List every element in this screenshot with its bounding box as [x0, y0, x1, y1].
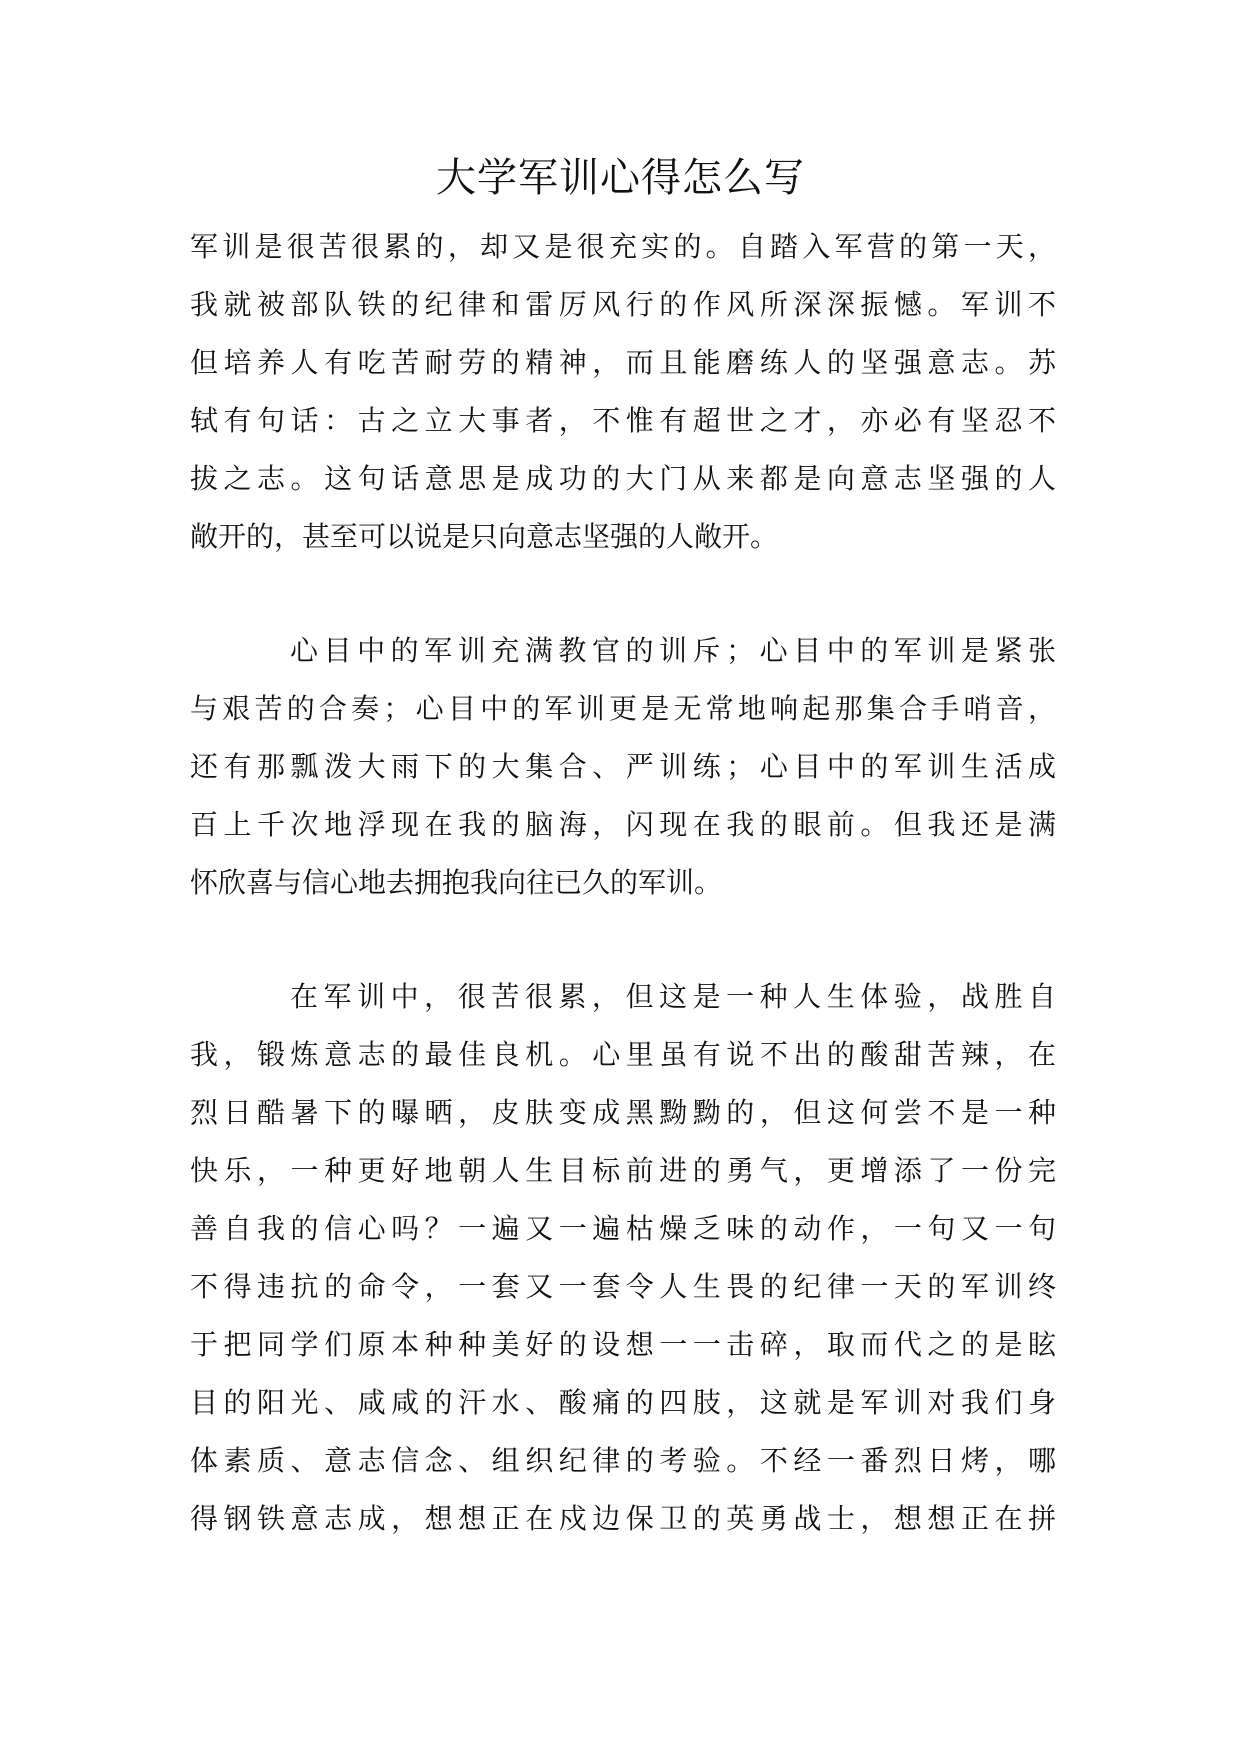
paragraph-spacer — [190, 912, 1056, 968]
paragraph-3 — [190, 968, 1056, 1548]
paragraph-line: 与艰苦的合奏；心目中的军训更是无常地响起那集合手哨音， — [190, 692, 1056, 725]
paragraph-line: 心目中的军训充满教官的训斥；心目中的军训是紧张 — [290, 634, 1056, 667]
paragraph-line: 但培养人有吃苦耐劳的精神，而且能磨练人的坚强意志。苏 — [190, 346, 1056, 379]
paragraph-line: 我就被部队铁的纪律和雷厉风行的作风所深深振憾。军训不 — [190, 288, 1056, 321]
paragraph-line: 得钢铁意志成，想想正在戍边保卫的英勇战士，想想正在拼 — [190, 1502, 1056, 1535]
paragraph-line: 我，锻炼意志的最佳良机。心里虽有说不出的酸甜苦辣，在 — [190, 1038, 1056, 1071]
paragraph-line: 还有那瓢泼大雨下的大集合、严训练；心目中的军训生活成 — [190, 750, 1056, 783]
paragraph-line: 敞开的，甚至可以说是只向意志坚强的人敞开。 — [190, 520, 779, 553]
paragraph-line: 目的阳光、咸咸的汗水、酸痛的四肢，这就是军训对我们身 — [190, 1386, 1056, 1419]
paragraph-line: 不得违抗的命令，一套又一套令人生畏的纪律一天的军训终 — [190, 1270, 1056, 1303]
paragraph-1 — [190, 218, 1056, 566]
paragraph-line: 在军训中，很苦很累，但这是一种人生体验，战胜自 — [290, 980, 1056, 1013]
paragraph-line: 善自我的信心吗？一遍又一遍枯燥乏味的动作，一句又一句 — [190, 1212, 1056, 1245]
document-body — [190, 218, 1056, 1548]
paragraph-line: 快乐，一种更好地朝人生目标前进的勇气，更增添了一份完 — [190, 1154, 1056, 1187]
paragraph-line: 百上千次地浮现在我的脑海，闪现在我的眼前。但我还是满 — [190, 808, 1056, 841]
document-title: 大学军训心得怎么写 — [436, 155, 805, 201]
paragraph-line: 于把同学们原本种种美好的设想一一击碎，取而代之的是眩 — [190, 1328, 1056, 1361]
paragraph-line: 怀欣喜与信心地去拥抱我向往已久的军训。 — [190, 866, 723, 899]
paragraph-line: 军训是很苦很累的，却又是很充实的。自踏入军营的第一天， — [190, 230, 1056, 263]
paragraph-2 — [190, 622, 1056, 912]
paragraph-line: 拔之志。这句话意思是成功的大门从来都是向意志坚强的人 — [190, 462, 1056, 495]
paragraph-spacer — [190, 566, 1056, 622]
paragraph-line: 轼有句话：古之立大事者，不惟有超世之才，亦必有坚忍不 — [190, 404, 1056, 437]
paragraph-line: 烈日酷暑下的曝晒，皮肤变成黑黝黝的，但这何尝不是一种 — [190, 1096, 1056, 1129]
paragraph-line: 体素质、意志信念、组织纪律的考验。不经一番烈日烤，哪 — [190, 1444, 1056, 1477]
